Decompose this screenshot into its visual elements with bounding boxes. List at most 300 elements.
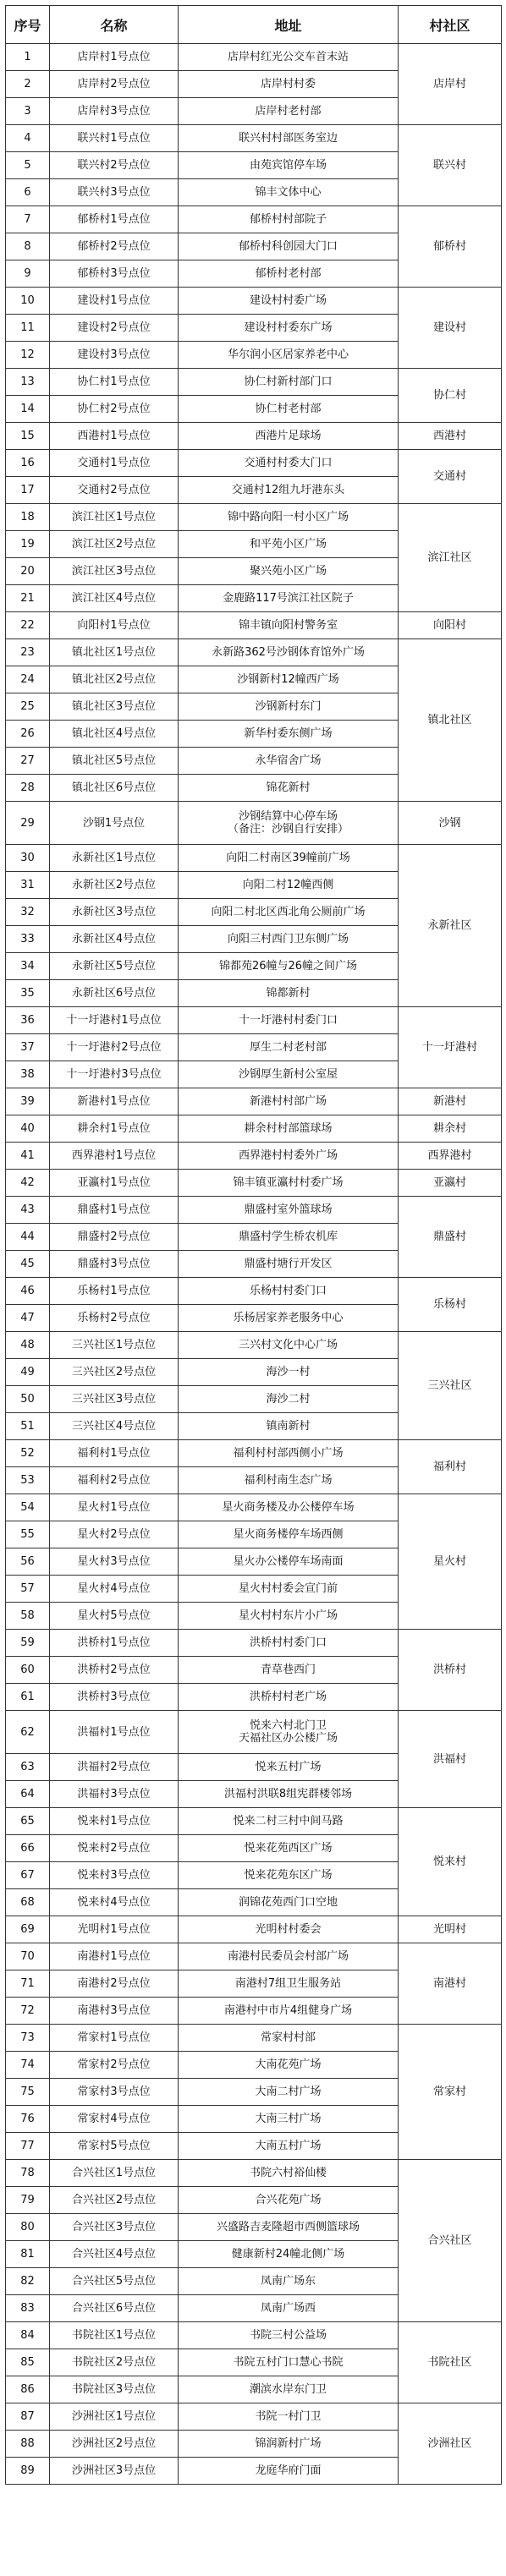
cell-name: 南港村2号点位 — [50, 1970, 179, 1998]
cell-name: 耕余村1号点位 — [50, 1115, 179, 1143]
address-line: 洪福村洪联8组宪群楼邻场 — [223, 1788, 353, 1800]
cell-no: 58 — [6, 1603, 50, 1630]
table-row — [6, 369, 502, 396]
cell-name: 镇北社区6号点位 — [50, 775, 179, 802]
address-line: 锦中路向阳一村小区广场 — [227, 511, 349, 523]
address-line: 沙钢新村12幢西广场 — [237, 673, 339, 686]
cell-address — [179, 2403, 399, 2431]
address-line: 协仁村新村部门口 — [244, 375, 333, 388]
cell-no: 21 — [6, 585, 50, 612]
address-line: 悦来二村三村中间马路 — [233, 1815, 344, 1828]
cell-community: 鼎盛村 — [399, 1197, 502, 1278]
cell-address — [179, 1576, 399, 1603]
address-line: 书院三村公益场 — [249, 2329, 327, 2342]
cell-no: 8 — [6, 233, 50, 260]
address-line: 书院一村门卫 — [255, 2410, 322, 2423]
address-line: 星火办公楼停车场南面 — [233, 1555, 344, 1568]
cell-name: 郁桥村1号点位 — [50, 206, 179, 233]
cell-no: 20 — [6, 558, 50, 585]
address-line: 西港片足球场 — [255, 430, 322, 442]
cell-no: 82 — [6, 2268, 50, 2295]
table-row — [6, 1143, 502, 1170]
address-line: 锦丰镇向阳村警务室 — [238, 619, 338, 632]
cell-no: 59 — [6, 1630, 50, 1657]
address-line: 交通村12组九圩港东头 — [231, 484, 345, 496]
cell-no: 53 — [6, 1467, 50, 1494]
cell-address — [179, 1711, 399, 1754]
cell-no: 48 — [6, 1332, 50, 1359]
cell-no: 63 — [6, 1754, 50, 1781]
cell-address — [179, 1467, 399, 1494]
cell-address — [179, 980, 399, 1007]
cell-address — [179, 1494, 399, 1521]
cell-name: 沙洲社区1号点位 — [50, 2403, 179, 2431]
cell-name: 镇北社区5号点位 — [50, 748, 179, 775]
cell-community: 新港村 — [399, 1088, 502, 1115]
address-line: 十一圩港村村委门口 — [238, 1014, 338, 1027]
table-row — [6, 2160, 502, 2187]
cell-no: 67 — [6, 1862, 50, 1889]
cell-no: 18 — [6, 504, 50, 531]
cell-community: 悦来村 — [399, 1808, 502, 1916]
cell-no: 27 — [6, 748, 50, 775]
cell-name: 联兴村2号点位 — [50, 152, 179, 179]
cell-community: 交通村 — [399, 450, 502, 504]
cell-address — [179, 1657, 399, 1684]
address-line: 锦都新村 — [266, 987, 311, 1000]
cell-community: 乐杨村 — [399, 1278, 502, 1332]
cell-no: 60 — [6, 1657, 50, 1684]
table-row — [6, 504, 502, 531]
cell-community: 沙钢 — [399, 802, 502, 845]
cell-no: 65 — [6, 1808, 50, 1835]
address-line: 向阳二村12幢西侧 — [242, 879, 334, 891]
cell-no: 30 — [6, 845, 50, 872]
address-line: 凤南广场西 — [260, 2302, 316, 2315]
table-row — [6, 450, 502, 477]
table-row — [6, 1808, 502, 1835]
cell-name: 星火村5号点位 — [50, 1603, 179, 1630]
cell-name: 乐杨村1号点位 — [50, 1278, 179, 1305]
cell-no: 32 — [6, 899, 50, 926]
cell-name: 合兴社区2号点位 — [50, 2187, 179, 2214]
cell-name: 协仁村1号点位 — [50, 369, 179, 396]
cell-address — [179, 98, 399, 125]
cell-no: 68 — [6, 1889, 50, 1916]
cell-name: 交通村2号点位 — [50, 477, 179, 504]
address-line: 华尔润小区居家养老中心 — [227, 348, 349, 361]
cell-address — [179, 2349, 399, 2376]
table-row — [6, 125, 502, 152]
address-line: 向阳二村南区39幢前广场 — [226, 852, 350, 864]
cell-community: 店岸村 — [399, 44, 502, 125]
address-line: 店岸村老村部 — [255, 105, 322, 118]
cell-no: 85 — [6, 2349, 50, 2376]
address-line: 悦来五村广场 — [255, 1761, 322, 1773]
cell-name: 联兴村1号点位 — [50, 125, 179, 152]
table-row — [6, 1440, 502, 1467]
cell-name: 三兴社区1号点位 — [50, 1332, 179, 1359]
cell-name: 协仁村2号点位 — [50, 396, 179, 423]
cell-no: 44 — [6, 1224, 50, 1251]
cell-no: 17 — [6, 477, 50, 504]
cell-address — [179, 206, 399, 233]
address-line: 建设村村委广场 — [249, 294, 327, 307]
cell-no: 19 — [6, 531, 50, 558]
cell-address — [179, 1862, 399, 1889]
address-line: 悦来花苑西区广场 — [244, 1842, 333, 1855]
header-name: 名称 — [50, 6, 179, 44]
cell-community: 耕余村 — [399, 1115, 502, 1143]
cell-address — [179, 926, 399, 953]
address-line: 郁桥村科创园大门口 — [238, 240, 338, 253]
address-line: 锦花新村 — [266, 781, 311, 794]
cell-community: 十一圩港村 — [399, 1007, 502, 1088]
cell-community: 合兴社区 — [399, 2160, 502, 2322]
cell-address — [179, 639, 399, 666]
cell-address — [179, 585, 399, 612]
header-address: 地址 — [179, 6, 399, 44]
table-row — [6, 1170, 502, 1197]
cell-no: 6 — [6, 179, 50, 206]
cell-address — [179, 1143, 399, 1170]
cell-no: 35 — [6, 980, 50, 1007]
cell-name: 鼎盛村3号点位 — [50, 1251, 179, 1278]
cell-no: 33 — [6, 926, 50, 953]
cell-community: 常家村 — [399, 2025, 502, 2160]
cell-address — [179, 899, 399, 926]
table-row — [6, 639, 502, 666]
cell-address — [179, 1034, 399, 1061]
address-line: 向阳二村北区西北角公厕前广场 — [211, 906, 366, 918]
cell-no: 62 — [6, 1711, 50, 1754]
header-row — [6, 6, 502, 44]
cell-no: 7 — [6, 206, 50, 233]
cell-name: 镇北社区2号点位 — [50, 666, 179, 693]
cell-address — [179, 693, 399, 721]
cell-name: 悦来村1号点位 — [50, 1808, 179, 1835]
cell-address — [179, 2458, 399, 2485]
cell-name: 永新社区1号点位 — [50, 845, 179, 872]
cell-address — [179, 2241, 399, 2268]
table-row — [6, 1630, 502, 1657]
table-row — [6, 44, 502, 71]
cell-no: 56 — [6, 1548, 50, 1576]
cell-no: 45 — [6, 1251, 50, 1278]
cell-name: 常家村3号点位 — [50, 2079, 179, 2106]
cell-address — [179, 342, 399, 369]
cell-address — [179, 1305, 399, 1332]
cell-address — [179, 1630, 399, 1657]
address-line: 合兴花苑广场 — [255, 2194, 322, 2206]
cell-no: 22 — [6, 612, 50, 639]
cell-address — [179, 1808, 399, 1835]
cell-community: 镇北社区 — [399, 639, 502, 802]
address-line: 润锦花苑西门口空地 — [238, 1896, 338, 1909]
cell-address — [179, 802, 399, 845]
table-row — [6, 1115, 502, 1143]
cell-address — [179, 2376, 399, 2403]
address-line: 乐杨居家养老服务中心 — [233, 1312, 344, 1324]
cell-address — [179, 152, 399, 179]
cell-address — [179, 612, 399, 639]
cell-address — [179, 1170, 399, 1197]
cell-address — [179, 1684, 399, 1711]
cell-community: 光明村 — [399, 1916, 502, 1943]
cell-no: 50 — [6, 1386, 50, 1413]
table-row — [6, 1007, 502, 1034]
cell-no: 10 — [6, 288, 50, 315]
cell-address — [179, 369, 399, 396]
cell-address — [179, 260, 399, 288]
cell-name: 福利村1号点位 — [50, 1440, 179, 1467]
cell-community: 西港村 — [399, 423, 502, 450]
address-line: 厚生二村老村部 — [249, 1041, 327, 1054]
address-line: 金鹿路117号滨江社区院子 — [223, 592, 354, 605]
cell-address — [179, 2133, 399, 2160]
cell-address — [179, 2268, 399, 2295]
cell-community: 永新社区 — [399, 845, 502, 1007]
address-line: 由苑宾馆停车场 — [249, 159, 327, 172]
cell-no: 43 — [6, 1197, 50, 1224]
cell-name: 店岸村3号点位 — [50, 98, 179, 125]
address-line: 协仁村老村部 — [255, 403, 322, 415]
address-line: 鼎盛村室外篮球场 — [244, 1203, 333, 1216]
cell-name: 永新社区5号点位 — [50, 953, 179, 980]
cell-community: 郁桥村 — [399, 206, 502, 288]
address-line: 洪桥村村老广场 — [249, 1691, 327, 1703]
cell-address — [179, 2052, 399, 2079]
address-line: 交通村村委大门口 — [244, 457, 333, 469]
cell-address — [179, 748, 399, 775]
cell-community: 书院社区 — [399, 2322, 502, 2403]
cell-name: 郁桥村3号点位 — [50, 260, 179, 288]
address-line: 郁桥村老村部 — [255, 267, 322, 280]
cell-address — [179, 1278, 399, 1305]
cell-address — [179, 2322, 399, 2349]
address-line: 永华宿舍广场 — [255, 754, 322, 767]
header-no: 序号 — [6, 6, 50, 44]
cell-name: 合兴社区4号点位 — [50, 2241, 179, 2268]
address-line: 大南三村广场 — [255, 2113, 322, 2125]
table-row — [6, 288, 502, 315]
cell-name: 常家村1号点位 — [50, 2025, 179, 2052]
cell-no: 72 — [6, 1998, 50, 2025]
cell-address — [179, 1061, 399, 1088]
cell-address — [179, 775, 399, 802]
cell-name: 永新社区3号点位 — [50, 899, 179, 926]
address-line: 三兴村文化中心广场 — [238, 1339, 338, 1351]
cell-name: 店岸村1号点位 — [50, 44, 179, 71]
address-line: 兴盛路吉麦隆超市西侧篮球场 — [216, 2221, 360, 2233]
table-row — [6, 2025, 502, 2052]
cell-no: 37 — [6, 1034, 50, 1061]
address-line: 悦来花苑东区广场 — [244, 1869, 333, 1882]
cell-no: 41 — [6, 1143, 50, 1170]
cell-address — [179, 233, 399, 260]
address-line: 光明村村委会 — [255, 1923, 322, 1936]
cell-no: 40 — [6, 1115, 50, 1143]
cell-name: 洪桥村3号点位 — [50, 1684, 179, 1711]
cell-name: 滨江社区1号点位 — [50, 504, 179, 531]
address-line: 书院六村裕仙楼 — [249, 2167, 327, 2179]
cell-name: 合兴社区6号点位 — [50, 2295, 179, 2322]
cell-name: 南港村1号点位 — [50, 1943, 179, 1970]
table-row — [6, 423, 502, 450]
cell-address — [179, 1754, 399, 1781]
cell-name: 沙钢1号点位 — [50, 802, 179, 845]
cell-address — [179, 1835, 399, 1862]
address-line: 南港村民委员会村部广场 — [227, 1950, 349, 1963]
address-line: 建设村村委东广场 — [244, 321, 333, 334]
cell-no: 15 — [6, 423, 50, 450]
cell-name: 南港村3号点位 — [50, 1998, 179, 2025]
cell-no: 39 — [6, 1088, 50, 1115]
address-line: 青草巷西门 — [260, 1663, 316, 1676]
cell-address — [179, 1007, 399, 1034]
address-line: 星火村村委会宣门前 — [238, 1582, 338, 1595]
table-row — [6, 612, 502, 639]
table-row — [6, 206, 502, 233]
cell-address — [179, 1440, 399, 1467]
cell-address — [179, 953, 399, 980]
cell-no: 13 — [6, 369, 50, 396]
cell-name: 新港村1号点位 — [50, 1088, 179, 1115]
cell-name: 滨江社区3号点位 — [50, 558, 179, 585]
cell-no: 31 — [6, 872, 50, 899]
table-row — [6, 1332, 502, 1359]
cell-name: 永新社区6号点位 — [50, 980, 179, 1007]
table-row — [6, 1494, 502, 1521]
address-line: 锦丰镇亚瀛村村委广场 — [233, 1176, 344, 1189]
cell-community: 福利村 — [399, 1440, 502, 1494]
sites-table — [5, 5, 502, 2485]
address-line: 向阳三村西门卫东侧广场 — [227, 933, 349, 945]
cell-name: 永新社区4号点位 — [50, 926, 179, 953]
address-line: 乐杨村村委门口 — [249, 1285, 327, 1297]
cell-name: 合兴社区1号点位 — [50, 2160, 179, 2187]
table-row — [6, 2322, 502, 2349]
cell-name: 三兴社区4号点位 — [50, 1413, 179, 1440]
cell-name: 联兴村3号点位 — [50, 179, 179, 206]
cell-name: 洪福村2号点位 — [50, 1754, 179, 1781]
table-body — [6, 44, 502, 2485]
cell-no: 61 — [6, 1684, 50, 1711]
cell-community: 洪桥村 — [399, 1630, 502, 1711]
address-line: 鼎盛村学生桥农机库 — [238, 1230, 338, 1243]
cell-name: 十一圩港村1号点位 — [50, 1007, 179, 1034]
cell-name: 悦来村3号点位 — [50, 1862, 179, 1889]
cell-no: 83 — [6, 2295, 50, 2322]
cell-address — [179, 2214, 399, 2241]
address-line: 和平苑小区广场 — [249, 538, 327, 551]
cell-no: 76 — [6, 2106, 50, 2133]
cell-no: 66 — [6, 1835, 50, 1862]
cell-address — [179, 2295, 399, 2322]
address-line: 永新路362号沙钢体育馆外广场 — [212, 646, 365, 659]
address-line: 南港村中市片4组健身广场 — [223, 2004, 353, 2017]
cell-no: 75 — [6, 2079, 50, 2106]
address-line: 锦丰文体中心 — [255, 186, 322, 199]
cell-no: 70 — [6, 1943, 50, 1970]
cell-name: 沙洲社区2号点位 — [50, 2431, 179, 2458]
cell-no: 86 — [6, 2376, 50, 2403]
cell-address — [179, 1889, 399, 1916]
cell-community: 滨江社区 — [399, 504, 502, 612]
cell-no: 9 — [6, 260, 50, 288]
address-line: 健康新村24幢北侧广场 — [231, 2248, 345, 2261]
cell-no: 87 — [6, 2403, 50, 2431]
address-line: 海沙一村 — [266, 1366, 311, 1378]
cell-address — [179, 125, 399, 152]
cell-name: 光明村1号点位 — [50, 1916, 179, 1943]
cell-no: 77 — [6, 2133, 50, 2160]
address-line: 锦都苑26幢与26幢之间广场 — [218, 960, 358, 973]
cell-name: 建设村3号点位 — [50, 342, 179, 369]
cell-no: 57 — [6, 1576, 50, 1603]
cell-address — [179, 1386, 399, 1413]
cell-no: 42 — [6, 1170, 50, 1197]
cell-name: 滨江社区4号点位 — [50, 585, 179, 612]
cell-address — [179, 1998, 399, 2025]
address-line: 天福社区办公楼广场 — [238, 1732, 338, 1745]
cell-name: 常家村2号点位 — [50, 2052, 179, 2079]
address-line: 洪桥村村委门口 — [249, 1636, 327, 1649]
cell-address — [179, 44, 399, 71]
cell-name: 郁桥村2号点位 — [50, 233, 179, 260]
table-row — [6, 1943, 502, 1970]
cell-no: 55 — [6, 1521, 50, 1548]
table-row — [6, 1197, 502, 1224]
cell-no: 80 — [6, 2214, 50, 2241]
cell-address — [179, 1603, 399, 1630]
cell-address — [179, 2025, 399, 2052]
cell-no: 78 — [6, 2160, 50, 2187]
address-line: 店岸村村委 — [260, 78, 316, 90]
address-line: 星火商务楼及办公楼停车场 — [222, 1501, 355, 1514]
cell-no: 38 — [6, 1061, 50, 1088]
address-line: 海沙二村 — [266, 1393, 311, 1406]
cell-community: 协仁村 — [399, 369, 502, 423]
cell-name: 星火村2号点位 — [50, 1521, 179, 1548]
cell-no: 46 — [6, 1278, 50, 1305]
address-line: 联兴村村部医务室边 — [238, 132, 338, 145]
cell-name: 三兴社区2号点位 — [50, 1359, 179, 1386]
cell-address — [179, 179, 399, 206]
cell-name: 亚瀛村1号点位 — [50, 1170, 179, 1197]
address-line: 鼎盛村塘行开发区 — [244, 1258, 333, 1270]
cell-no: 36 — [6, 1007, 50, 1034]
cell-no: 5 — [6, 152, 50, 179]
cell-name: 西港村1号点位 — [50, 423, 179, 450]
cell-name: 悦来村4号点位 — [50, 1889, 179, 1916]
cell-address — [179, 504, 399, 531]
address-line: 龙庭华府门面 — [255, 2464, 322, 2477]
address-line: 书院五村门口慧心书院 — [233, 2356, 344, 2369]
cell-name: 常家村5号点位 — [50, 2133, 179, 2160]
cell-address — [179, 2160, 399, 2187]
cell-name: 十一圩港村3号点位 — [50, 1061, 179, 1088]
table-row — [6, 1278, 502, 1305]
address-line: 耕余村村部篮球场 — [244, 1122, 333, 1135]
cell-name: 十一圩港村2号点位 — [50, 1034, 179, 1061]
cell-address — [179, 1115, 399, 1143]
cell-name: 鼎盛村1号点位 — [50, 1197, 179, 1224]
cell-name: 交通村1号点位 — [50, 450, 179, 477]
cell-name: 镇北社区4号点位 — [50, 721, 179, 748]
address-line: 沙钢厚生新村公室屋 — [238, 1068, 338, 1081]
cell-community: 沙洲社区 — [399, 2403, 502, 2485]
